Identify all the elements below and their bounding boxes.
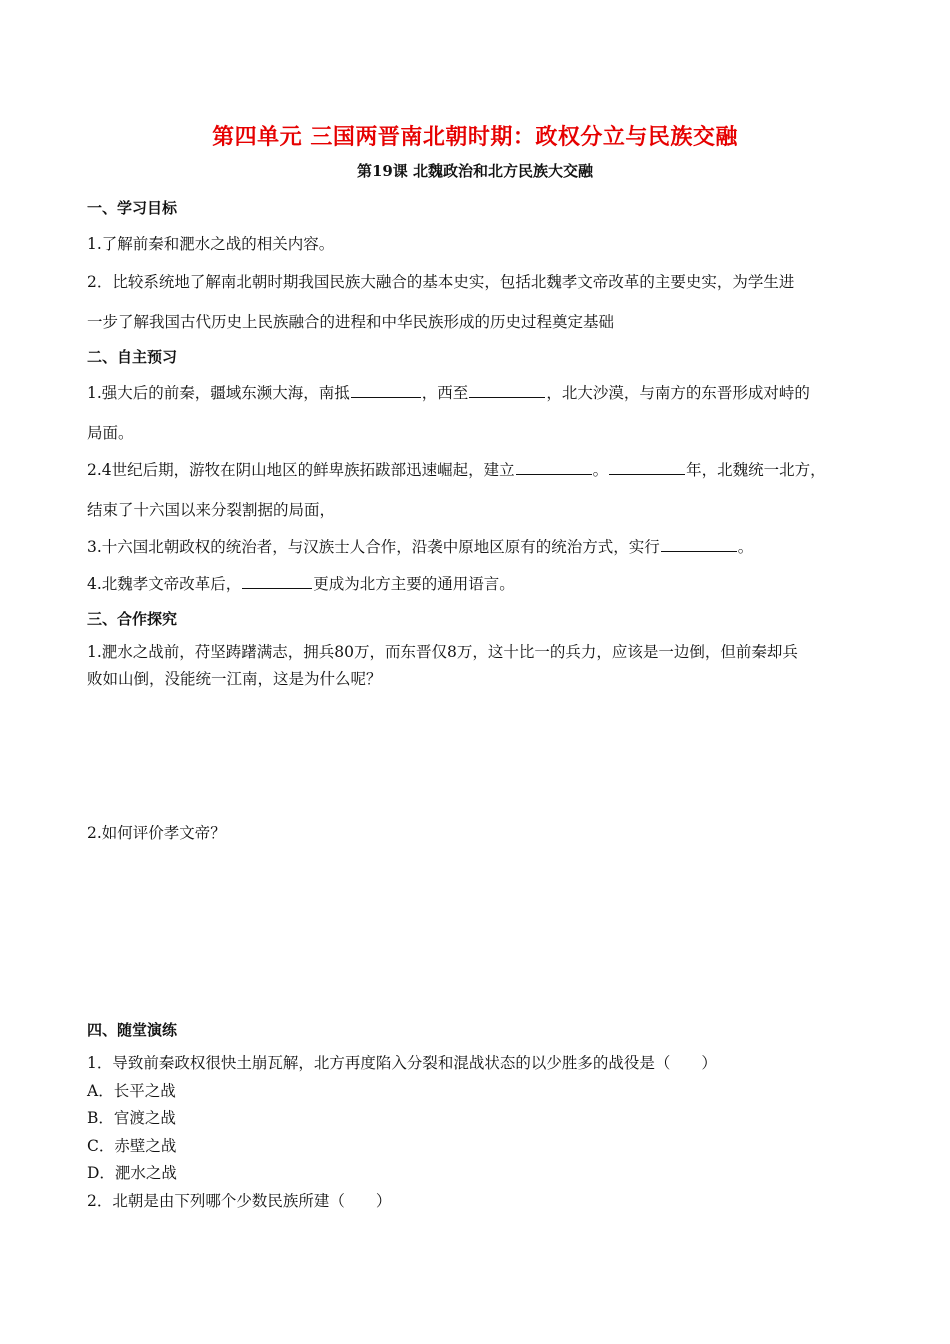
question-text: 1.强大后的前秦，疆域东濒大海，南抵 bbox=[87, 384, 350, 402]
question-text: ，北大沙漠，与南方的东晋形成对峙的 bbox=[546, 384, 810, 402]
option-b[interactable]: B．官渡之战 bbox=[87, 1109, 176, 1127]
fill-blank[interactable] bbox=[242, 572, 312, 589]
preview-question-3 bbox=[87, 535, 753, 557]
question-text-continued: 局面。 bbox=[87, 424, 134, 442]
fill-blank[interactable] bbox=[609, 458, 685, 475]
section-heading-inquiry: 三、合作探究 bbox=[87, 610, 178, 628]
section-heading-preview: 二、自主预习 bbox=[87, 348, 178, 366]
question-text-continued: 败如山倒，没能统一江南，这是为什么呢？ bbox=[87, 670, 382, 688]
lesson-title: 第19课 北魏政治和北方民族大交融 bbox=[356, 162, 594, 180]
inquiry-question-2: 2.如何评价孝文帝？ bbox=[87, 824, 226, 842]
question-text-continued: 结束了十六国以来分裂割据的局面， bbox=[87, 501, 336, 519]
unit-title: 第四单元 三国两晋南北朝时期：政权分立与民族交融 bbox=[212, 124, 738, 150]
objective-line: 1.了解前秦和淝水之战的相关内容。 bbox=[87, 235, 335, 253]
preview-question-1 bbox=[87, 381, 810, 403]
practice-question-2: 2．北朝是由下列哪个少数民族所建（ ） bbox=[87, 1192, 392, 1210]
fill-blank[interactable] bbox=[351, 381, 421, 398]
fill-blank[interactable] bbox=[469, 381, 545, 398]
question-text: 更成为北方主要的通用语言。 bbox=[313, 575, 515, 593]
option-d[interactable]: D．淝水之战 bbox=[87, 1164, 177, 1182]
section-heading-objectives: 一、学习目标 bbox=[87, 199, 178, 217]
option-c[interactable]: C．赤壁之战 bbox=[87, 1137, 177, 1155]
fill-blank[interactable] bbox=[516, 458, 592, 475]
objective-line: 2．比较系统地了解南北朝时期我国民族大融合的基本史实，包括北魏孝文帝改革的主要史实，为学生进 bbox=[87, 273, 795, 291]
practice-question-1: 1．导致前秦政权很快土崩瓦解，北方再度陷入分裂和混战状态的以少胜多的战役是（ ） bbox=[87, 1054, 717, 1072]
question-text: ，西至 bbox=[421, 384, 469, 402]
fill-blank[interactable] bbox=[661, 535, 737, 552]
question-text: 。 bbox=[737, 538, 754, 556]
question-text: 年，北魏统一北方， bbox=[686, 461, 826, 479]
question-text: 2.4世纪后期，游牧在阴山地区的鲜卑族拓跋部迅速崛起，建立 bbox=[87, 461, 515, 479]
question-text: 4.北魏孝文帝改革后， bbox=[87, 575, 242, 593]
question-text: 3.十六国北朝政权的统治者，与汉族士人合作，沿袭中原地区原有的统治方式，实行 bbox=[87, 538, 660, 556]
preview-question-2 bbox=[87, 458, 826, 480]
question-text: 。 bbox=[592, 461, 609, 479]
section-heading-practice: 四、随堂演练 bbox=[87, 1021, 178, 1039]
inquiry-question-1: 1.淝水之战前，苻坚踌躇满志，拥兵80万，而东晋仅8万，这十比一的兵力，应该是一边倒，但前秦却兵 bbox=[87, 643, 798, 661]
objective-line: 一步了解我国古代历史上民族融合的进程和中华民族形成的历史过程奠定基础 bbox=[87, 313, 615, 331]
option-a[interactable]: A．长平之战 bbox=[87, 1082, 176, 1100]
preview-question-4 bbox=[87, 572, 515, 594]
